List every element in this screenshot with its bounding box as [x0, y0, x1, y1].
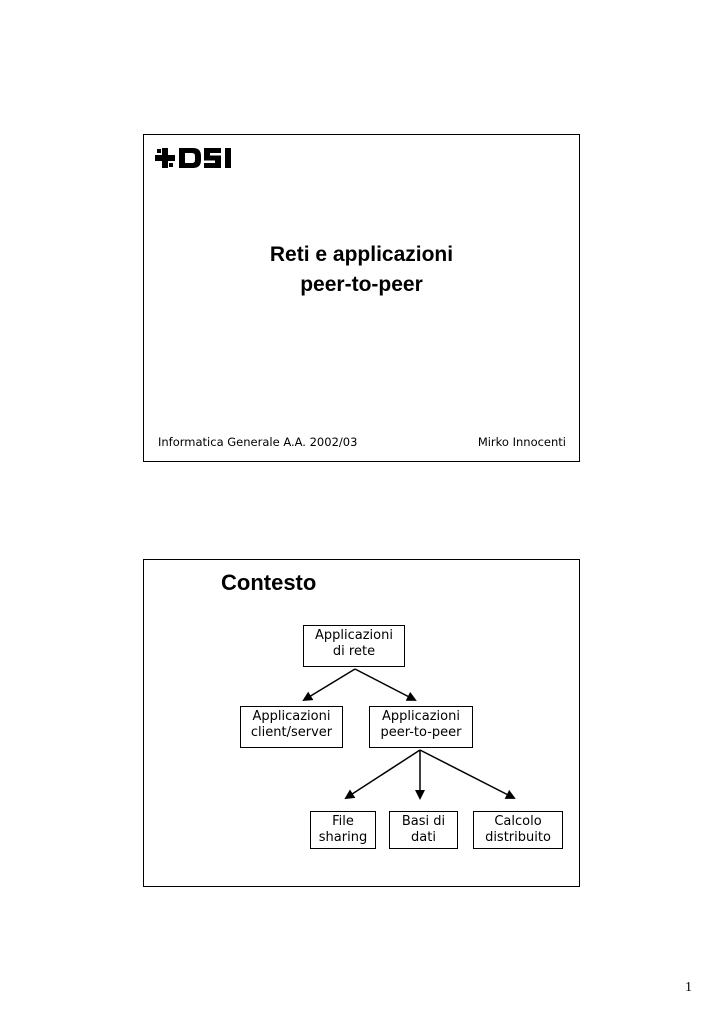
- box-calcolo-distribuito: Calcolo distribuito: [473, 811, 563, 849]
- slide-title-line-2: peer-to-peer: [300, 273, 423, 296]
- box-peer-to-peer: Applicazioni peer-to-peer: [369, 706, 473, 748]
- context-slide: [143, 559, 580, 887]
- box-client-server: Applicazioni client/server: [240, 706, 343, 748]
- course-footer: Informatica Generale A.A. 2002/03: [158, 435, 358, 449]
- arrow-to-client-server: [304, 669, 355, 700]
- title-slide: [143, 134, 580, 462]
- box-basi-di-dati: Basi di dati: [389, 811, 458, 849]
- slide-title: Contesto: [221, 570, 317, 595]
- box-applicazioni-di-rete: Applicazioni di rete: [303, 625, 405, 667]
- author-footer: Mirko Innocenti: [477, 435, 566, 449]
- arrow-to-calcolo-distribuito: [420, 750, 514, 798]
- slide-title: [144, 240, 579, 300]
- box-file-sharing: File sharing: [310, 811, 376, 849]
- arrow-to-peer-to-peer: [355, 669, 415, 700]
- dsi-logo-icon: [155, 147, 239, 169]
- arrow-to-file-sharing: [346, 750, 420, 798]
- page-number: 1: [685, 980, 692, 995]
- slide-title-line-1: Reti e applicazioni: [269, 243, 454, 266]
